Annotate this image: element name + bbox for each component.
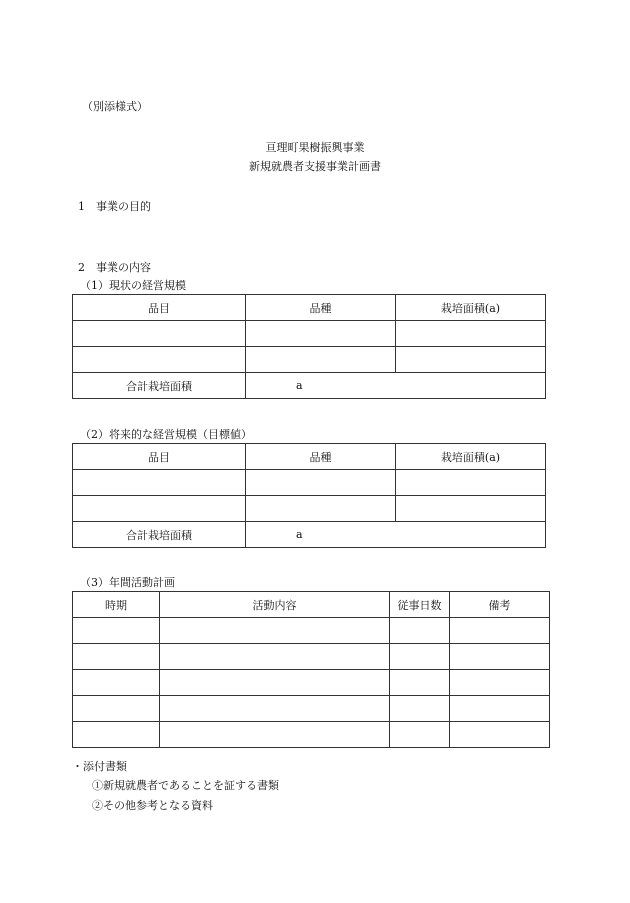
attachment-item: ①新規就農者であることを証する書類 xyxy=(92,779,279,792)
cell-activity[interactable] xyxy=(160,644,390,670)
column-header-item: 品目 xyxy=(73,295,246,321)
cell-area[interactable] xyxy=(396,496,546,522)
current-scale-table xyxy=(72,294,546,399)
future-scale-table xyxy=(72,443,546,548)
cell-area[interactable] xyxy=(396,470,546,496)
cell-item[interactable] xyxy=(73,321,246,347)
table-row xyxy=(73,722,550,748)
cell-variety[interactable] xyxy=(246,321,396,347)
cell-variety[interactable] xyxy=(246,470,396,496)
cell-days[interactable] xyxy=(390,618,450,644)
total-row xyxy=(73,373,546,399)
cell-area[interactable] xyxy=(396,321,546,347)
column-header-area: 栽培面積(a) xyxy=(396,295,546,321)
cell-remarks[interactable] xyxy=(450,644,550,670)
activity-plan-heading: （3）年間活動計画 xyxy=(80,576,175,589)
area-unit: a xyxy=(296,379,303,392)
table-header-row xyxy=(73,592,550,618)
cell-remarks[interactable] xyxy=(450,670,550,696)
cell-remarks[interactable] xyxy=(450,722,550,748)
table-row xyxy=(73,496,546,522)
section1-heading: 1 事業の目的 xyxy=(78,200,151,213)
column-header-days: 従事日数 xyxy=(390,592,450,618)
cell-period[interactable] xyxy=(73,644,160,670)
cell-days[interactable] xyxy=(390,644,450,670)
cell-item[interactable] xyxy=(73,347,246,373)
cell-activity[interactable] xyxy=(160,618,390,644)
table-row xyxy=(73,670,550,696)
form-label: （別添様式） xyxy=(82,100,148,113)
activity-plan-table xyxy=(72,591,550,748)
section2-heading: 2 事業の内容 xyxy=(78,261,151,274)
column-header-period: 時期 xyxy=(73,592,160,618)
table-header-row xyxy=(73,444,546,470)
document-title-line2: 新規就農者支援事業計画書 xyxy=(249,160,381,173)
cell-activity[interactable] xyxy=(160,696,390,722)
table-row xyxy=(73,321,546,347)
cell-item[interactable] xyxy=(73,470,246,496)
total-label: 合計栽培面積 xyxy=(73,522,246,548)
total-area-cell[interactable] xyxy=(246,522,546,548)
cell-activity[interactable] xyxy=(160,670,390,696)
table-row xyxy=(73,644,550,670)
total-label: 合計栽培面積 xyxy=(73,373,246,399)
cell-remarks[interactable] xyxy=(450,696,550,722)
table-row xyxy=(73,347,546,373)
cell-variety[interactable] xyxy=(246,347,396,373)
attachments-heading: ・添付書類 xyxy=(72,760,127,773)
area-unit: a xyxy=(296,528,303,541)
cell-days[interactable] xyxy=(390,722,450,748)
column-header-remarks: 備考 xyxy=(450,592,550,618)
cell-area[interactable] xyxy=(396,347,546,373)
cell-days[interactable] xyxy=(390,696,450,722)
table-header-row xyxy=(73,295,546,321)
document-title-line1: 亘理町果樹振興事業 xyxy=(265,141,365,154)
cell-period[interactable] xyxy=(73,618,160,644)
table-row xyxy=(73,470,546,496)
cell-remarks[interactable] xyxy=(450,618,550,644)
total-row xyxy=(73,522,546,548)
column-header-variety: 品種 xyxy=(246,295,396,321)
cell-period[interactable] xyxy=(73,696,160,722)
total-area-cell[interactable] xyxy=(246,373,546,399)
cell-days[interactable] xyxy=(390,670,450,696)
column-header-variety: 品種 xyxy=(246,444,396,470)
cell-item[interactable] xyxy=(73,496,246,522)
cell-variety[interactable] xyxy=(246,496,396,522)
future-scale-heading: （2）将来的な経営規模（目標値） xyxy=(80,428,252,441)
current-scale-heading: （1）現状の経営規模 xyxy=(80,279,186,292)
column-header-area: 栽培面積(a) xyxy=(396,444,546,470)
column-header-item: 品目 xyxy=(73,444,246,470)
column-header-activity: 活動内容 xyxy=(160,592,390,618)
attachment-item: ②その他参考となる資料 xyxy=(92,799,213,812)
cell-period[interactable] xyxy=(73,722,160,748)
cell-period[interactable] xyxy=(73,670,160,696)
table-row xyxy=(73,618,550,644)
cell-activity[interactable] xyxy=(160,722,390,748)
table-row xyxy=(73,696,550,722)
